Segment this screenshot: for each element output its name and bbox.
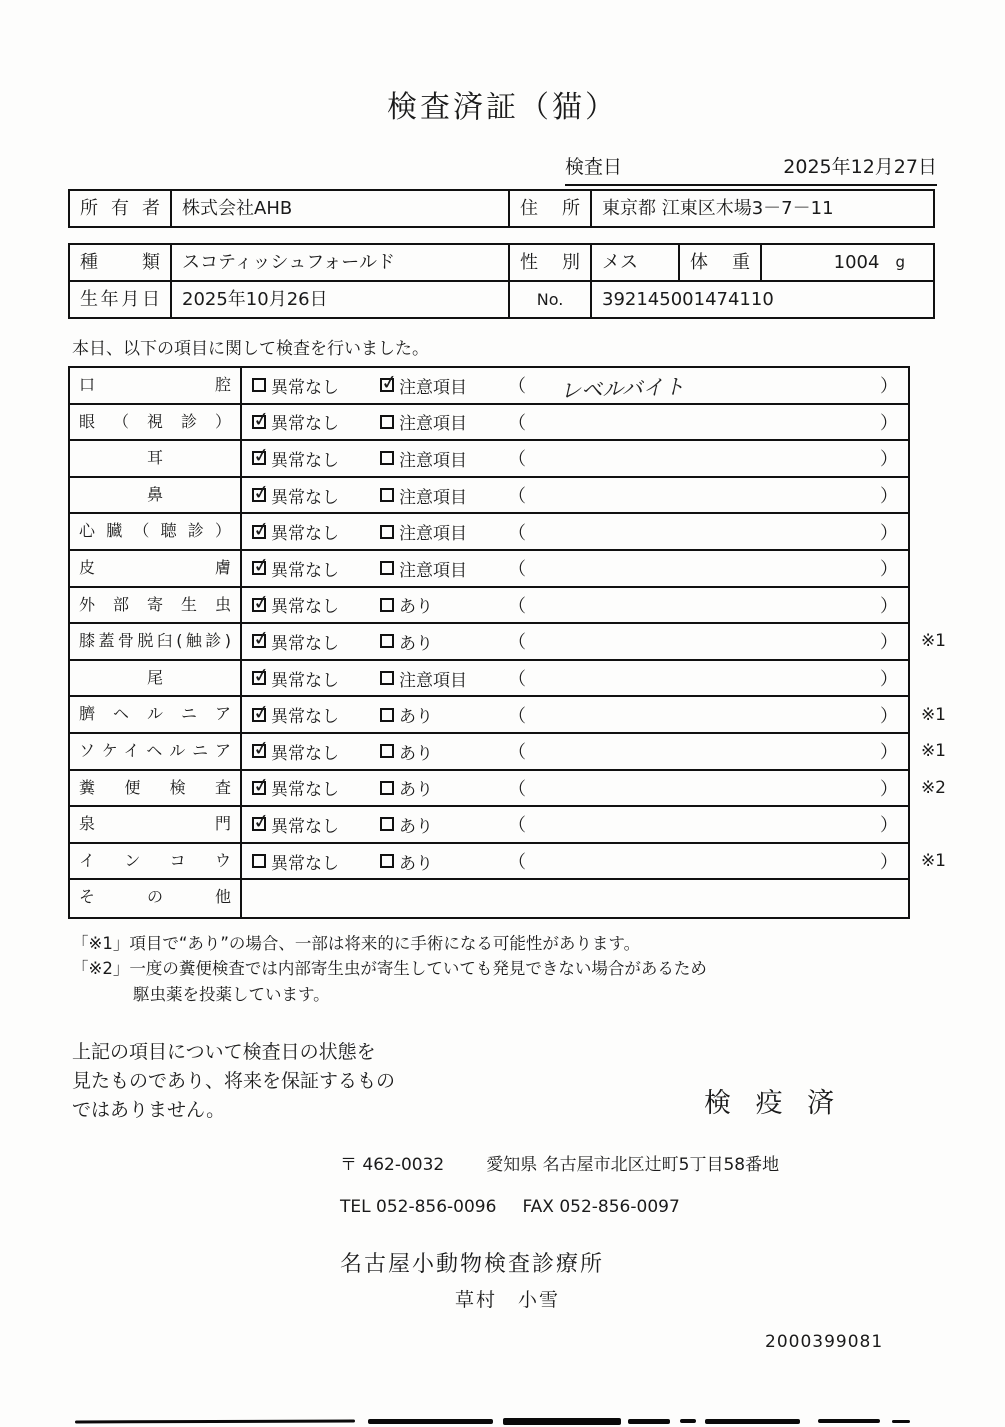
checklist-row [70, 624, 946, 661]
remarks-area [502, 555, 908, 581]
checklist-item-label: 臍ヘルニア [70, 697, 242, 732]
checkbox-label: あり [399, 707, 433, 728]
breed-label: 種類 [70, 245, 172, 280]
checkbox-checked-icon [251, 661, 272, 689]
check-mark-icon: ✓ [251, 515, 272, 542]
checkbox-checked-icon [251, 552, 272, 579]
checklist-item-content [242, 734, 908, 769]
checkbox-label: 異常なし [271, 670, 339, 691]
checklist-item-label: 鼻 [70, 478, 242, 513]
paren-close: ） [880, 449, 898, 471]
checkbox-group-attention [370, 629, 502, 654]
checkbox-group-normal [242, 735, 370, 764]
paren-close: ） [880, 632, 898, 654]
remarks-area [502, 848, 908, 874]
checkbox-label: 注意項目 [399, 487, 467, 508]
checkbox-label: 異常なし [271, 414, 339, 435]
checkbox-group-normal [242, 442, 370, 471]
inspection-date-label: 検査日 [565, 156, 623, 178]
remarks-area [502, 409, 908, 435]
id-number-value: 392145001474110 [602, 289, 774, 310]
checkbox-group-attention [370, 409, 502, 434]
id-number-label: No. [510, 282, 592, 317]
paren-close: ） [880, 778, 898, 800]
checkbox-checked-icon [251, 515, 272, 542]
check-mark-icon: ✓ [251, 405, 272, 432]
sex-value: メス [592, 245, 680, 280]
checklist-table [68, 366, 946, 919]
page-title: 検査済証（猫） [387, 90, 618, 125]
checkbox-unchecked-icon [380, 708, 394, 722]
breed-value: スコティッシュフォールド [172, 245, 510, 280]
footnote-mark: ※1 [920, 741, 946, 762]
paren-open: （ [508, 742, 526, 764]
checkbox-label: 注意項目 [399, 524, 467, 545]
footnote-2-line2: 駆虫薬を投薬しています。 [133, 985, 330, 1005]
veterinarian-name: 草村 小雪 [455, 1288, 561, 1311]
check-mark-icon: ✓ [251, 588, 272, 615]
scan-artifact [818, 1419, 880, 1423]
paren-close: ） [880, 815, 898, 837]
remarks-area [502, 628, 908, 654]
breed-row [68, 243, 935, 282]
checklist-item-label: ソケイヘルニア [70, 734, 242, 769]
clinic-fax: FAX 052-856-0097 [522, 1196, 680, 1217]
paren-close: ） [880, 852, 898, 874]
checkbox-unchecked-icon [380, 817, 394, 831]
checkbox-group-normal [242, 552, 370, 581]
handwritten-note: レベルバイト [559, 374, 685, 404]
weight-unit: g [895, 253, 905, 271]
checkbox-group-attention [370, 556, 502, 581]
checkbox-group-normal [242, 515, 370, 545]
paren-close: ） [880, 705, 898, 727]
footnote-mark: ※1 [920, 851, 946, 872]
checklist-item-content [242, 624, 908, 659]
checkbox-unchecked-icon [380, 744, 394, 758]
checkbox-unchecked-icon [380, 488, 394, 502]
checkbox-label: あり [399, 633, 433, 654]
checkbox-group-attention [370, 592, 502, 617]
checklist-item-content [242, 405, 908, 440]
checklist-row [70, 771, 946, 808]
clinic-postal-code: 〒 462-0032 [340, 1154, 445, 1175]
checkbox-label: あり [399, 743, 433, 764]
disclaimer-line: ではありません。 [72, 1099, 226, 1122]
checklist-item-label: 口腔 [70, 368, 242, 403]
checklist-item-content [242, 697, 908, 732]
checkbox-label: 注意項目 [399, 377, 467, 398]
checkbox-checked-icon [251, 698, 272, 725]
check-mark-icon: ✓ [251, 698, 272, 725]
check-mark-icon: ✓ [251, 771, 272, 798]
quarantine-passed-stamp: 検 疫 済 [704, 1087, 843, 1119]
birth-row [68, 280, 935, 319]
checklist-row [70, 478, 908, 515]
checklist-row [70, 880, 908, 917]
birth-label: 生年月日 [70, 282, 172, 317]
checkbox-checked-icon [251, 442, 272, 469]
footnotes [72, 931, 1005, 1008]
checkbox-unchecked-icon [252, 854, 266, 868]
remarks-area [502, 811, 908, 837]
owner-value: 株式会社AHB [172, 191, 510, 226]
check-mark-icon: ✓ [251, 442, 272, 469]
checklist-item-content [242, 551, 908, 586]
checkbox-group-normal [242, 479, 370, 508]
paren-close: ） [880, 742, 898, 764]
checklist-item-content [242, 771, 908, 806]
checkbox-unchecked-icon [380, 415, 394, 429]
checklist-row [70, 588, 908, 625]
scan-artifact [892, 1420, 910, 1423]
address-label: 住所 [510, 191, 592, 226]
checklist-item-content [242, 441, 908, 476]
checkbox-label: 異常なし [271, 487, 339, 508]
remarks-area [502, 665, 908, 691]
footnote-mark: ※1 [920, 704, 946, 725]
paren-open: （ [508, 778, 526, 800]
checklist-item-content [242, 478, 908, 513]
checklist-item-label: 泉門 [70, 807, 242, 842]
checkbox-label: あり [399, 780, 433, 801]
disclaimer-text [72, 1038, 632, 1126]
checkbox-unchecked-icon [380, 781, 394, 795]
weight-value: 1004 [833, 252, 880, 273]
checkbox-label: 異常なし [271, 707, 339, 728]
checkbox-label: 注意項目 [399, 414, 467, 435]
checklist-item-label: 外部寄生虫 [70, 588, 242, 623]
checklist-row [70, 514, 908, 551]
checkbox-label: 異常なし [271, 780, 339, 801]
checklist-row [70, 368, 908, 405]
check-mark-icon: ✓ [251, 625, 272, 652]
disclaimer-line: 見たものであり、将来を保証するもの [72, 1070, 396, 1093]
paren-close: ） [880, 669, 898, 691]
paren-close: ） [880, 412, 898, 434]
clinic-address: 愛知県 名古屋市北区辻町5丁目58番地 [486, 1154, 780, 1175]
checkbox-group-normal [242, 771, 370, 801]
checklist-item-label: 膝蓋骨脱臼(触診) [70, 624, 242, 659]
checkbox-group-normal [242, 808, 370, 837]
paren-open: （ [508, 449, 526, 471]
checkbox-label: あり [399, 816, 433, 837]
checkbox-label: あり [399, 853, 433, 874]
paren-open: （ [508, 376, 526, 398]
checkbox-group-normal [242, 849, 370, 874]
remarks-area [502, 592, 908, 618]
scan-artifact [75, 1420, 355, 1424]
remarks-area [502, 702, 908, 728]
check-mark-icon: ✓ [251, 735, 272, 762]
remarks-area [502, 519, 908, 545]
birth-value: 2025年10月26日 [172, 282, 510, 317]
scan-artifact [705, 1419, 800, 1424]
checkbox-label: 異常なし [271, 743, 339, 764]
checkbox-checked-icon [251, 735, 272, 762]
weight-label: 体重 [680, 245, 762, 280]
checkbox-group-attention [370, 702, 502, 727]
checkbox-checked-icon [251, 808, 272, 835]
checkbox-group-attention [370, 483, 502, 508]
checklist-row [70, 844, 946, 881]
checklist-item-content [242, 514, 908, 549]
checkbox-group-attention [370, 739, 502, 764]
checkbox-label: 異常なし [271, 853, 339, 874]
check-mark-icon: ✓ [251, 808, 272, 835]
checkbox-unchecked-icon [380, 561, 394, 575]
checkbox-unchecked-icon [380, 451, 394, 465]
footnote-2-line1: 「※2」一度の糞便検査では内部寄生虫が寄生していても発見できない場合があるため [72, 959, 707, 979]
inspection-date-row [565, 152, 937, 186]
scan-artifact [503, 1418, 621, 1425]
checklist-row [70, 697, 946, 734]
sex-label: 性別 [510, 245, 592, 280]
paren-close: ） [880, 595, 898, 617]
checkbox-checked-icon [379, 369, 400, 396]
checklist-item-content [242, 661, 908, 696]
check-mark-icon: ✓ [251, 479, 272, 506]
scan-artifact [368, 1419, 493, 1424]
check-mark-icon: ✓ [379, 369, 400, 396]
checklist-row [70, 807, 908, 844]
inspection-date-value: 2025年12月27日 [783, 156, 937, 178]
checkbox-unchecked-icon [380, 525, 394, 539]
checklist-row [70, 441, 908, 478]
paren-close: ） [880, 559, 898, 581]
clinic-contact-line [340, 1197, 1005, 1217]
remarks-area [502, 738, 908, 764]
checkbox-unchecked-icon [252, 378, 266, 392]
checkbox-label: 異常なし [271, 560, 339, 581]
checkbox-label: 異常なし [271, 597, 339, 618]
checkbox-group-attention [370, 446, 502, 471]
checkbox-group-normal [242, 698, 370, 728]
checkbox-label: 異常なし [271, 816, 339, 837]
check-mark-icon: ✓ [251, 661, 272, 689]
paren-open: （ [508, 632, 526, 654]
check-mark-icon: ✓ [251, 552, 272, 579]
checkbox-label: 異常なし [271, 450, 339, 471]
checklist-item-label: 眼（視診） [70, 405, 242, 440]
footnote-mark: ※1 [920, 631, 946, 652]
checklist-item-content [242, 807, 908, 842]
checkbox-group-normal [242, 625, 370, 654]
checkbox-unchecked-icon [380, 598, 394, 612]
checkbox-label: 異常なし [271, 377, 339, 398]
checklist-item-label: 糞便検査 [70, 771, 242, 806]
checkbox-group-attention [370, 775, 502, 800]
checklist-row [70, 661, 908, 698]
checkbox-group-normal [242, 588, 370, 618]
checkbox-label: 異常なし [271, 633, 339, 654]
remarks-area [502, 445, 908, 471]
footnote-1: 「※1」項目で“あり”の場合、一部は将来的に手術になる可能性があります。 [72, 933, 641, 953]
owner-table [68, 189, 935, 228]
paren-open: （ [508, 486, 526, 508]
paren-open: （ [508, 595, 526, 617]
clinic-address-line [340, 1150, 1005, 1175]
checklist-item-label: 心臓（聴診） [70, 514, 242, 549]
remarks-area [502, 482, 908, 508]
paren-close: ） [880, 376, 898, 398]
clinic-name: 名古屋小動物検査診療所 [340, 1251, 605, 1277]
checkbox-checked-icon [251, 588, 272, 615]
paren-open: （ [508, 522, 526, 544]
checkbox-checked-icon [251, 771, 272, 798]
checklist-row [70, 405, 908, 442]
remarks-area [502, 775, 908, 801]
checklist-item-content [242, 368, 908, 403]
address-value: 東京都 江東区木場3－7－11 [602, 198, 834, 219]
checkbox-label: 注意項目 [399, 670, 467, 691]
checkbox-group-attention [370, 519, 502, 544]
paren-open: （ [508, 815, 526, 837]
checkbox-checked-icon [251, 625, 272, 652]
paren-open: （ [508, 705, 526, 727]
intro-text: 本日、以下の項目に関して検査を行いました。 [72, 339, 429, 359]
checkbox-group-attention [370, 666, 502, 691]
paren-close: ） [880, 522, 898, 544]
checklist-item-content [242, 588, 908, 623]
weight-cell [762, 245, 933, 280]
checklist-item-label: その他 [70, 880, 242, 917]
checkbox-group-attention [370, 812, 502, 837]
checkbox-group-normal [242, 405, 370, 435]
checkbox-checked-icon [251, 405, 272, 432]
checkbox-unchecked-icon [380, 634, 394, 648]
scan-artifact [628, 1419, 670, 1424]
checkbox-group-normal [242, 373, 370, 398]
checkbox-group-attention [370, 369, 502, 398]
disclaimer-stamp-row [72, 1038, 1005, 1126]
checklist-item-label: インコウ [70, 844, 242, 879]
paren-open: （ [508, 669, 526, 691]
remarks-area [502, 370, 908, 404]
footnote-mark: ※2 [920, 777, 946, 798]
scan-artifact [680, 1419, 696, 1423]
checklist-item-label: 耳 [70, 441, 242, 476]
checklist-item-label: 尾 [70, 661, 242, 696]
checkbox-group-attention [370, 849, 502, 874]
paren-close: ） [880, 486, 898, 508]
checkbox-label: あり [399, 597, 433, 618]
checklist-row [70, 734, 946, 771]
clinic-tel: TEL 052-856-0096 [340, 1196, 497, 1217]
checkbox-unchecked-icon [380, 671, 394, 685]
disclaimer-line: 上記の項目について検査日の状態を [72, 1040, 376, 1063]
checkbox-label: 異常なし [271, 524, 339, 545]
checkbox-label: 注意項目 [399, 450, 467, 471]
checklist-item-label: 皮膚 [70, 551, 242, 586]
checkbox-checked-icon [251, 479, 272, 506]
paren-open: （ [508, 412, 526, 434]
checkbox-label: 注意項目 [399, 560, 467, 581]
checkbox-unchecked-icon [380, 854, 394, 868]
checklist-item-content [242, 880, 908, 917]
paren-open: （ [508, 852, 526, 874]
serial-number: 2000399081 [765, 1331, 884, 1352]
checklist-item-content [242, 844, 908, 879]
paren-open: （ [508, 559, 526, 581]
checklist-row [70, 551, 908, 588]
checkbox-group-normal [242, 661, 370, 691]
owner-label: 所有者 [70, 191, 172, 226]
